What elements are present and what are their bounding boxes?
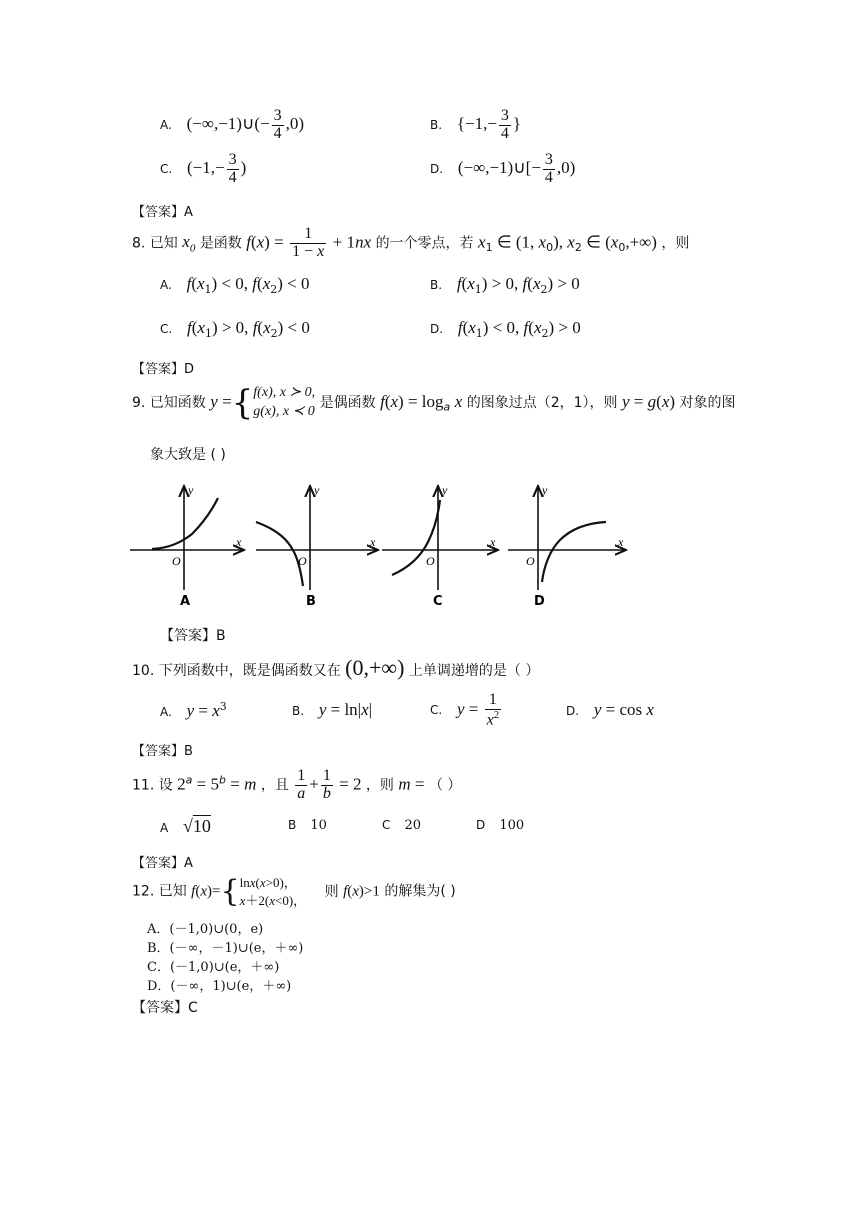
- q11-option-b: B 10: [288, 818, 327, 833]
- q10-option-a: A. $y = x^3$: [160, 700, 227, 720]
- q12-stem: 12. 已知 f(x)={lnx(x>0)， x＋2(x<0)， 则 f(x)>1 的解集为( ): [132, 873, 456, 909]
- q7-option-b-math: {−1,− $\frac{3}{4}$ }: [456, 107, 522, 142]
- graph-c: [382, 483, 498, 609]
- graph-b-y-label: y: [314, 483, 320, 497]
- graph-d-y-label: y: [542, 483, 548, 497]
- q7-answer: 【答案】A: [132, 205, 193, 220]
- graph-c-origin: O: [426, 554, 435, 568]
- q11-option-d: D 100: [476, 818, 525, 833]
- q8-option-b: B. $f(x_1) > 0$, $f(x_2) > 0$: [430, 274, 580, 296]
- graph-b-x-label: x: [370, 535, 376, 549]
- graph-b-label: B: [306, 594, 316, 609]
- q10-option-b: B. y = ln|x|: [292, 700, 373, 719]
- q9-answer: 【答案】B: [160, 628, 226, 644]
- q12-option-b: B．(－∞，－1)∪(e，＋∞): [147, 941, 304, 956]
- graph-a-y-label: y: [188, 483, 194, 497]
- q7-option-d: D. (−∞,−1)∪[− $\frac{3}{4}$ ,0): [430, 151, 576, 186]
- q12-option-d: D．(－∞，1)∪(e，＋∞): [147, 979, 292, 994]
- graph-c-y-label: y: [442, 483, 448, 497]
- graph-b-origin: O: [298, 554, 307, 568]
- q11-option-a: A √10: [160, 816, 211, 836]
- q11-stem: 11. 设 $2^a = 5^b = m$ ，且 $\frac{1}{a}$ + $\frac{1}{b}$ = 2 ，则 m = （ ）: [132, 767, 462, 802]
- graph-c-label: C: [433, 594, 443, 609]
- graph-a: [130, 483, 244, 609]
- q7-option-d-math: (−∞,−1)∪[− $\frac{3}{4}$ ,0): [457, 151, 576, 186]
- q7-option-a-math: (−∞,−1)∪(− $\frac{3}{4}$ ,0): [186, 107, 305, 142]
- graph-a-origin: O: [172, 554, 181, 568]
- q7-option-a: A. (−∞,−1)∪(− $\frac{3}{4}$ ,0): [160, 107, 305, 142]
- q12-options: [147, 920, 303, 996]
- q12-answer: 【答案】C: [132, 1000, 198, 1016]
- q8-answer: 【答案】D: [132, 362, 195, 377]
- q7-option-c-math: (−1,− $\frac{3}{4}$ ): [186, 151, 247, 186]
- graph-a-x-label: x: [236, 535, 242, 549]
- graph-d-origin: O: [526, 554, 535, 568]
- q10-stem: 10. 下列函数中，既是偶函数又在 (0,+∞) 上单调递增的是（ ）: [132, 655, 540, 680]
- q10-answer: 【答案】B: [132, 744, 193, 759]
- q10-option-d: D. y = cos x: [566, 700, 654, 719]
- q8-option-d: D. $f(x_1) < 0$, $f(x_2) > 0$: [430, 318, 581, 340]
- q12-option-c: C．(－1,0)∪(e，＋∞): [147, 960, 280, 975]
- graph-a-label: A: [180, 594, 191, 609]
- q8-option-a: A. $f(x_1) < 0$, $f(x_2) < 0$: [160, 274, 310, 296]
- q8-option-c: C. $f(x_1) > 0$, $f(x_2) < 0$: [160, 318, 310, 340]
- q11-answer: 【答案】A: [132, 856, 193, 871]
- graph-c-x-label: x: [490, 535, 496, 549]
- q9-stem: 9. 已知函数 y ={f(x), x ≻ 0, g(x), x ≺ 0 是偶函数 $f(x) = \log_a x$ 的图象过点（2，1），则 y = g(x) 对象的图: [132, 382, 736, 423]
- q12-option-a: A．(－1,0)∪(0，e): [147, 922, 264, 937]
- q9-graphs: [126, 478, 636, 610]
- q10-option-c: C. y = $\frac{1}{x^2}$: [430, 691, 500, 729]
- q8-stem: 8. 已知 $x_0$ 是函数 f(x) = $\frac{1}{1 - x}$ + 1nx 的一个零点，若 $x_1$ ∈ (1, $x_0$), $x_2$ ∈ $(x_0,+\infty)$ ，则: [132, 225, 690, 260]
- q7-option-b: B. {−1,− $\frac{3}{4}$ }: [430, 107, 522, 142]
- q11-option-c: C 20: [382, 818, 422, 833]
- q7-option-c: C. (−1,− $\frac{3}{4}$ ): [160, 151, 247, 186]
- graph-d-label: D: [534, 594, 545, 609]
- graph-d-x-label: x: [618, 535, 624, 549]
- graph-d: [508, 483, 626, 609]
- graph-b: [256, 483, 378, 609]
- q9-stem-line2: 象大致是 ( ): [150, 447, 226, 463]
